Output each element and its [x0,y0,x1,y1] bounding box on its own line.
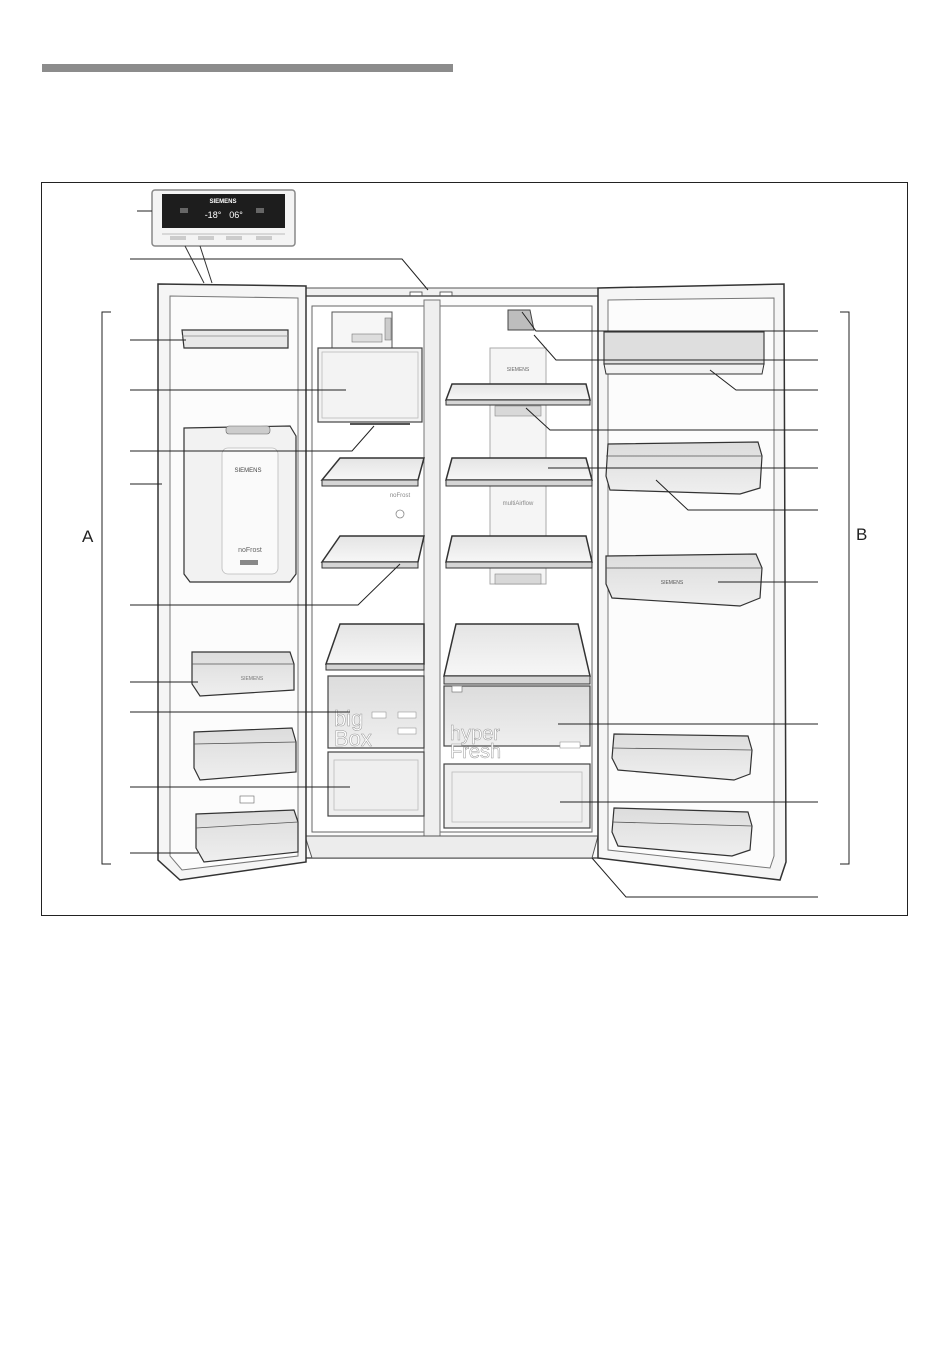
dispenser-housing [184,426,296,582]
fridge-glass-shelf-2 [446,458,592,486]
freezer-door-top-shelf [182,330,288,348]
freezer-temp-display: -18° [204,210,222,220]
big-box-label-line2: Box [334,726,372,751]
water-filter [508,310,534,330]
freezer-door-bin-3 [196,810,298,862]
freezer-door-bin-1 [192,652,294,696]
hyper-fresh-label-line2: Fresh [450,741,502,763]
dispenser-nofrost: noFrost [238,547,262,554]
freezer-bottom-drawer [328,752,424,816]
fridge-temp-display: 06° [229,210,243,220]
section-label-a: A [82,527,94,546]
fridge-glass-shelf-4 [444,624,590,684]
control-panel-brand: SIEMENS [209,199,237,205]
freezer-glass-shelf-3 [326,624,424,670]
freezer-glass-shelf-1 [322,458,424,486]
freezer-door-bin-brand: SIEMENS [240,676,264,682]
dairy-compartment [604,332,764,374]
airflow-label: multiAirflow [502,501,534,507]
control-panel [152,190,295,246]
fridge-door-shelf-2 [606,554,762,606]
dispenser-brand: SIEMENS [234,468,262,474]
big-box-label-line1: big [334,706,364,731]
fridge-door-shelf-brand: SIEMENS [660,580,684,586]
ice-bin [318,348,422,424]
fridge-glass-shelf-1 [446,384,590,405]
big-box-drawer [328,676,424,751]
hyper-fresh-label-line1: hyper [450,723,501,745]
section-label-b: B [856,525,868,544]
fridge-glass-shelf-3 [446,536,592,568]
ice-maker [332,312,392,348]
freezer-door-bin-2 [194,728,296,780]
freezer-nofrost-label: noFrost [389,493,411,499]
fridge-bottom-drawer [444,764,590,828]
airflow-brand: SIEMENS [506,367,530,373]
freezer-glass-shelf-2 [322,536,424,568]
